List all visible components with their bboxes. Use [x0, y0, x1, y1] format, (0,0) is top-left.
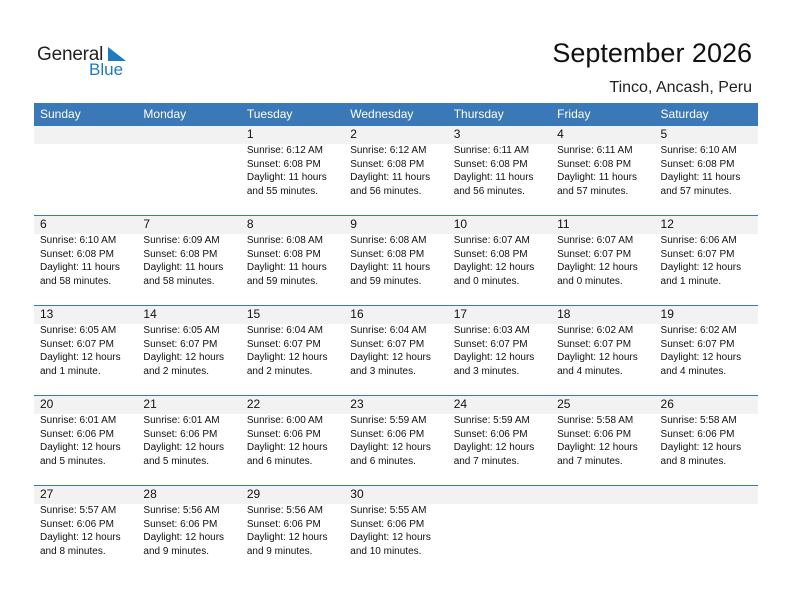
- daylight-minutes-text: and 5 minutes.: [40, 455, 106, 467]
- sunset-text: Sunset: 6:08 PM: [40, 248, 114, 260]
- calendar-weeks: [34, 125, 758, 575]
- sunrise-text: Sunrise: 6:10 AM: [660, 145, 737, 156]
- sunset-text: Sunset: 6:07 PM: [557, 248, 632, 260]
- sunrise-text: Sunrise: 6:08 AM: [350, 235, 427, 246]
- sunset-text: Sunset: 6:06 PM: [557, 428, 632, 440]
- sunset-text: Sunset: 6:06 PM: [40, 518, 114, 530]
- weekday-header-sunday: Sunday: [40, 107, 81, 121]
- daylight-minutes-text: and 3 minutes.: [350, 365, 416, 377]
- daylight-minutes-text: and 9 minutes.: [246, 545, 313, 557]
- daylight-minutes-text: and 56 minutes.: [350, 185, 422, 197]
- daylight-minutes-text: and 58 minutes.: [143, 275, 215, 287]
- empty-day-cell: [34, 125, 137, 215]
- day-number: 27: [40, 487, 54, 501]
- daylight-minutes-text: and 4 minutes.: [660, 365, 727, 377]
- daylight-minutes-text: and 9 minutes.: [143, 545, 210, 557]
- week-row: [34, 395, 758, 485]
- daylight-minutes-text: and 1 minute.: [660, 275, 722, 287]
- sunset-text: Sunset: 6:08 PM: [246, 248, 321, 260]
- day-cell: [34, 485, 137, 575]
- sunset-text: Sunset: 6:06 PM: [453, 428, 528, 440]
- sunrise-text: Sunrise: 6:02 AM: [660, 325, 737, 336]
- day-cell: [448, 395, 551, 485]
- daylight-text: Daylight: 12 hours: [350, 532, 431, 544]
- daylight-text: Daylight: 12 hours: [246, 532, 328, 544]
- daylight-text: Daylight: 12 hours: [40, 532, 121, 544]
- day-number: 14: [143, 307, 157, 321]
- sunrise-text: Sunrise: 6:05 AM: [143, 325, 220, 336]
- sunset-text: Sunset: 6:07 PM: [557, 338, 632, 350]
- week-row: [34, 305, 758, 395]
- week-days: [34, 215, 758, 305]
- daylight-minutes-text: and 57 minutes.: [660, 185, 732, 197]
- weekday-header-wednesday: Wednesday: [350, 107, 414, 121]
- day-cell: [551, 395, 654, 485]
- daylight-minutes-text: and 8 minutes.: [40, 545, 106, 557]
- sunrise-text: Sunrise: 5:58 AM: [660, 415, 737, 426]
- calendar-grid: [34, 103, 758, 575]
- daylight-text: Daylight: 12 hours: [557, 442, 638, 454]
- daylight-minutes-text: and 59 minutes.: [246, 275, 319, 287]
- day-cell: [655, 305, 758, 395]
- daylight-minutes-text: and 58 minutes.: [40, 275, 112, 287]
- day-number: 29: [246, 487, 261, 501]
- sunrise-text: Sunrise: 6:07 AM: [557, 235, 634, 246]
- daylight-minutes-text: and 2 minutes.: [143, 365, 210, 377]
- daylight-text: Daylight: 12 hours: [40, 352, 121, 364]
- day-number: 21: [143, 397, 157, 411]
- sunset-text: Sunset: 6:07 PM: [143, 338, 218, 350]
- day-cell: [241, 215, 344, 305]
- day-cell: [551, 125, 654, 215]
- week-days: [34, 395, 758, 485]
- daylight-minutes-text: and 5 minutes.: [143, 455, 210, 467]
- day-number: 12: [660, 217, 674, 231]
- daylight-minutes-text: and 55 minutes.: [246, 185, 319, 197]
- daylight-text: Daylight: 11 hours: [660, 172, 741, 184]
- day-number: 16: [350, 307, 364, 321]
- daylight-text: Daylight: 12 hours: [660, 442, 742, 454]
- daylight-minutes-text: and 0 minutes.: [557, 275, 623, 287]
- sunrise-text: Sunrise: 6:04 AM: [246, 325, 323, 336]
- sunrise-text: Sunrise: 6:00 AM: [246, 415, 323, 426]
- empty-day-cell: [551, 485, 654, 575]
- sunrise-text: Sunrise: 6:04 AM: [350, 325, 427, 336]
- day-number: 17: [453, 307, 468, 321]
- daylight-text: Daylight: 11 hours: [246, 262, 327, 274]
- day-cell: [137, 215, 240, 305]
- sunset-text: Sunset: 6:07 PM: [660, 338, 735, 350]
- sunset-text: Sunset: 6:06 PM: [143, 428, 218, 440]
- daylight-text: Daylight: 11 hours: [246, 172, 327, 184]
- sunset-text: Sunset: 6:08 PM: [350, 248, 425, 260]
- daylight-minutes-text: and 8 minutes.: [660, 455, 727, 467]
- sunrise-text: Sunrise: 6:09 AM: [143, 235, 220, 246]
- day-number: 23: [350, 397, 364, 411]
- empty-day-cell: [655, 485, 758, 575]
- daylight-text: Daylight: 11 hours: [143, 262, 224, 274]
- day-number: 26: [660, 397, 674, 411]
- week-days: [34, 485, 758, 575]
- day-cell: [34, 305, 137, 395]
- sunset-text: Sunset: 6:06 PM: [660, 428, 735, 440]
- sunrise-text: Sunrise: 5:59 AM: [350, 415, 427, 426]
- day-number: 9: [350, 217, 357, 231]
- daylight-text: Daylight: 12 hours: [557, 352, 638, 364]
- week-days: [34, 305, 758, 395]
- sunrise-text: Sunrise: 5:58 AM: [557, 415, 634, 426]
- sunrise-text: Sunrise: 5:55 AM: [350, 505, 427, 516]
- day-cell: [344, 395, 447, 485]
- day-cell: [655, 125, 758, 215]
- daylight-text: Daylight: 12 hours: [246, 442, 328, 454]
- daylight-text: Daylight: 11 hours: [350, 262, 431, 274]
- daylight-minutes-text: and 4 minutes.: [557, 365, 623, 377]
- daylight-text: Daylight: 12 hours: [660, 262, 742, 274]
- day-number: 30: [350, 487, 364, 501]
- sunset-text: Sunset: 6:07 PM: [246, 338, 321, 350]
- day-cell: [137, 395, 240, 485]
- weekday-header-tuesday: Tuesday: [246, 107, 293, 121]
- sunset-text: Sunset: 6:08 PM: [350, 158, 425, 170]
- sunrise-text: Sunrise: 6:11 AM: [453, 145, 530, 156]
- daylight-minutes-text: and 6 minutes.: [246, 455, 313, 467]
- sunrise-text: Sunrise: 6:01 AM: [40, 415, 117, 426]
- daylight-text: Daylight: 11 hours: [40, 262, 120, 274]
- week-row: [34, 125, 758, 215]
- daylight-text: Daylight: 12 hours: [143, 442, 225, 454]
- sunrise-text: Sunrise: 6:06 AM: [660, 235, 737, 246]
- day-number: 6: [40, 217, 47, 231]
- sunset-text: Sunset: 6:07 PM: [350, 338, 425, 350]
- logo-blue-text: Blue: [89, 60, 124, 79]
- daylight-minutes-text: and 57 minutes.: [557, 185, 629, 197]
- daylight-text: Daylight: 12 hours: [350, 352, 431, 364]
- sunrise-text: Sunrise: 6:05 AM: [40, 325, 117, 336]
- day-cell: [551, 215, 654, 305]
- day-cell: [241, 395, 344, 485]
- daylight-minutes-text: and 56 minutes.: [453, 185, 525, 197]
- sunrise-text: Sunrise: 5:57 AM: [40, 505, 117, 516]
- day-cell: [655, 215, 758, 305]
- day-number: 10: [453, 217, 468, 231]
- page-title: September 2026: [552, 38, 752, 68]
- day-cell: [448, 125, 551, 215]
- sunrise-text: Sunrise: 6:11 AM: [557, 145, 633, 156]
- day-number: 3: [453, 127, 461, 141]
- weekday-header-monday: Monday: [143, 107, 187, 121]
- sunrise-text: Sunrise: 6:10 AM: [40, 235, 117, 246]
- week-row: [34, 485, 758, 575]
- logo-general-text: General: [37, 44, 104, 65]
- sunrise-text: Sunrise: 5:56 AM: [143, 505, 220, 516]
- day-cell: [241, 305, 344, 395]
- daylight-text: Daylight: 12 hours: [350, 442, 431, 454]
- daylight-text: Daylight: 12 hours: [557, 262, 638, 274]
- day-number: 18: [557, 307, 571, 321]
- sunrise-text: Sunrise: 5:56 AM: [246, 505, 323, 516]
- sunrise-text: Sunrise: 6:01 AM: [143, 415, 220, 426]
- weekday-header-thursday: Thursday: [453, 107, 504, 121]
- daylight-minutes-text: and 2 minutes.: [246, 365, 313, 377]
- logo: [37, 44, 137, 80]
- daylight-minutes-text: and 1 minute.: [40, 365, 101, 377]
- day-number: 8: [246, 217, 254, 231]
- day-cell: [448, 305, 551, 395]
- daylight-text: Daylight: 12 hours: [453, 442, 535, 454]
- day-number: 1: [246, 127, 254, 141]
- sunset-text: Sunset: 6:08 PM: [453, 248, 528, 260]
- daylight-text: Daylight: 12 hours: [143, 532, 225, 544]
- daylight-minutes-text: and 0 minutes.: [453, 275, 520, 287]
- daylight-text: Daylight: 11 hours: [453, 172, 534, 184]
- day-number: 25: [557, 397, 571, 411]
- daylight-text: Daylight: 12 hours: [453, 352, 535, 364]
- weekday-header-saturday: Saturday: [660, 107, 709, 121]
- daylight-minutes-text: and 10 minutes.: [350, 545, 422, 557]
- sunrise-text: Sunrise: 6:12 AM: [246, 145, 323, 156]
- daylight-text: Daylight: 12 hours: [40, 442, 121, 454]
- day-cell: [34, 395, 137, 485]
- empty-day-cell: [448, 485, 551, 575]
- daylight-minutes-text: and 6 minutes.: [350, 455, 416, 467]
- sunset-text: Sunset: 6:06 PM: [246, 428, 321, 440]
- day-number: 4: [557, 127, 564, 141]
- daylight-minutes-text: and 7 minutes.: [453, 455, 520, 467]
- sunset-text: Sunset: 6:07 PM: [453, 338, 528, 350]
- sunset-text: Sunset: 6:08 PM: [660, 158, 735, 170]
- day-cell: [241, 125, 344, 215]
- day-number: 28: [143, 487, 157, 501]
- daylight-minutes-text: and 59 minutes.: [350, 275, 422, 287]
- sunset-text: Sunset: 6:06 PM: [350, 428, 425, 440]
- day-cell: [655, 395, 758, 485]
- empty-day-cell: [137, 125, 240, 215]
- daylight-text: Daylight: 12 hours: [660, 352, 742, 364]
- day-number: 7: [143, 217, 151, 231]
- sunset-text: Sunset: 6:06 PM: [40, 428, 114, 440]
- sunset-text: Sunset: 6:06 PM: [246, 518, 321, 530]
- sunset-text: Sunset: 6:08 PM: [557, 158, 632, 170]
- day-cell: [344, 305, 447, 395]
- sunset-text: Sunset: 6:07 PM: [40, 338, 114, 350]
- day-number: 5: [660, 127, 668, 141]
- day-cell: [344, 485, 447, 575]
- day-number: 15: [246, 307, 261, 321]
- daylight-minutes-text: and 7 minutes.: [557, 455, 623, 467]
- sunrise-text: Sunrise: 5:59 AM: [453, 415, 530, 426]
- day-cell: [137, 485, 240, 575]
- sunrise-text: Sunrise: 6:08 AM: [246, 235, 323, 246]
- week-days: [34, 125, 758, 215]
- day-number: 19: [660, 307, 674, 321]
- sunset-text: Sunset: 6:07 PM: [660, 248, 735, 260]
- day-cell: [551, 305, 654, 395]
- day-number: 11: [557, 217, 570, 231]
- weekday-header-row: [34, 103, 758, 125]
- day-cell: [448, 215, 551, 305]
- sunset-text: Sunset: 6:06 PM: [143, 518, 218, 530]
- daylight-text: Daylight: 11 hours: [557, 172, 637, 184]
- day-number: 2: [350, 127, 357, 141]
- sunrise-text: Sunrise: 6:07 AM: [453, 235, 530, 246]
- day-cell: [344, 215, 447, 305]
- daylight-minutes-text: and 3 minutes.: [453, 365, 520, 377]
- location-subtitle: Tinco, Ancash, Peru: [609, 79, 752, 96]
- sunrise-text: Sunrise: 6:12 AM: [350, 145, 427, 156]
- sunrise-text: Sunrise: 6:03 AM: [453, 325, 530, 336]
- sunset-text: Sunset: 6:08 PM: [143, 248, 218, 260]
- week-row: [34, 215, 758, 305]
- weekday-header-friday: Friday: [557, 107, 591, 121]
- sunset-text: Sunset: 6:08 PM: [246, 158, 321, 170]
- day-number: 22: [246, 397, 261, 411]
- day-number: 20: [40, 397, 54, 411]
- daylight-text: Daylight: 12 hours: [143, 352, 225, 364]
- day-cell: [241, 485, 344, 575]
- day-cell: [34, 215, 137, 305]
- daylight-text: Daylight: 12 hours: [453, 262, 535, 274]
- daylight-text: Daylight: 11 hours: [350, 172, 431, 184]
- daylight-text: Daylight: 12 hours: [246, 352, 328, 364]
- sunset-text: Sunset: 6:08 PM: [453, 158, 528, 170]
- sunset-text: Sunset: 6:06 PM: [350, 518, 425, 530]
- day-cell: [344, 125, 447, 215]
- sunrise-text: Sunrise: 6:02 AM: [557, 325, 634, 336]
- day-number: 13: [40, 307, 54, 321]
- day-cell: [137, 305, 240, 395]
- day-number: 24: [453, 397, 468, 411]
